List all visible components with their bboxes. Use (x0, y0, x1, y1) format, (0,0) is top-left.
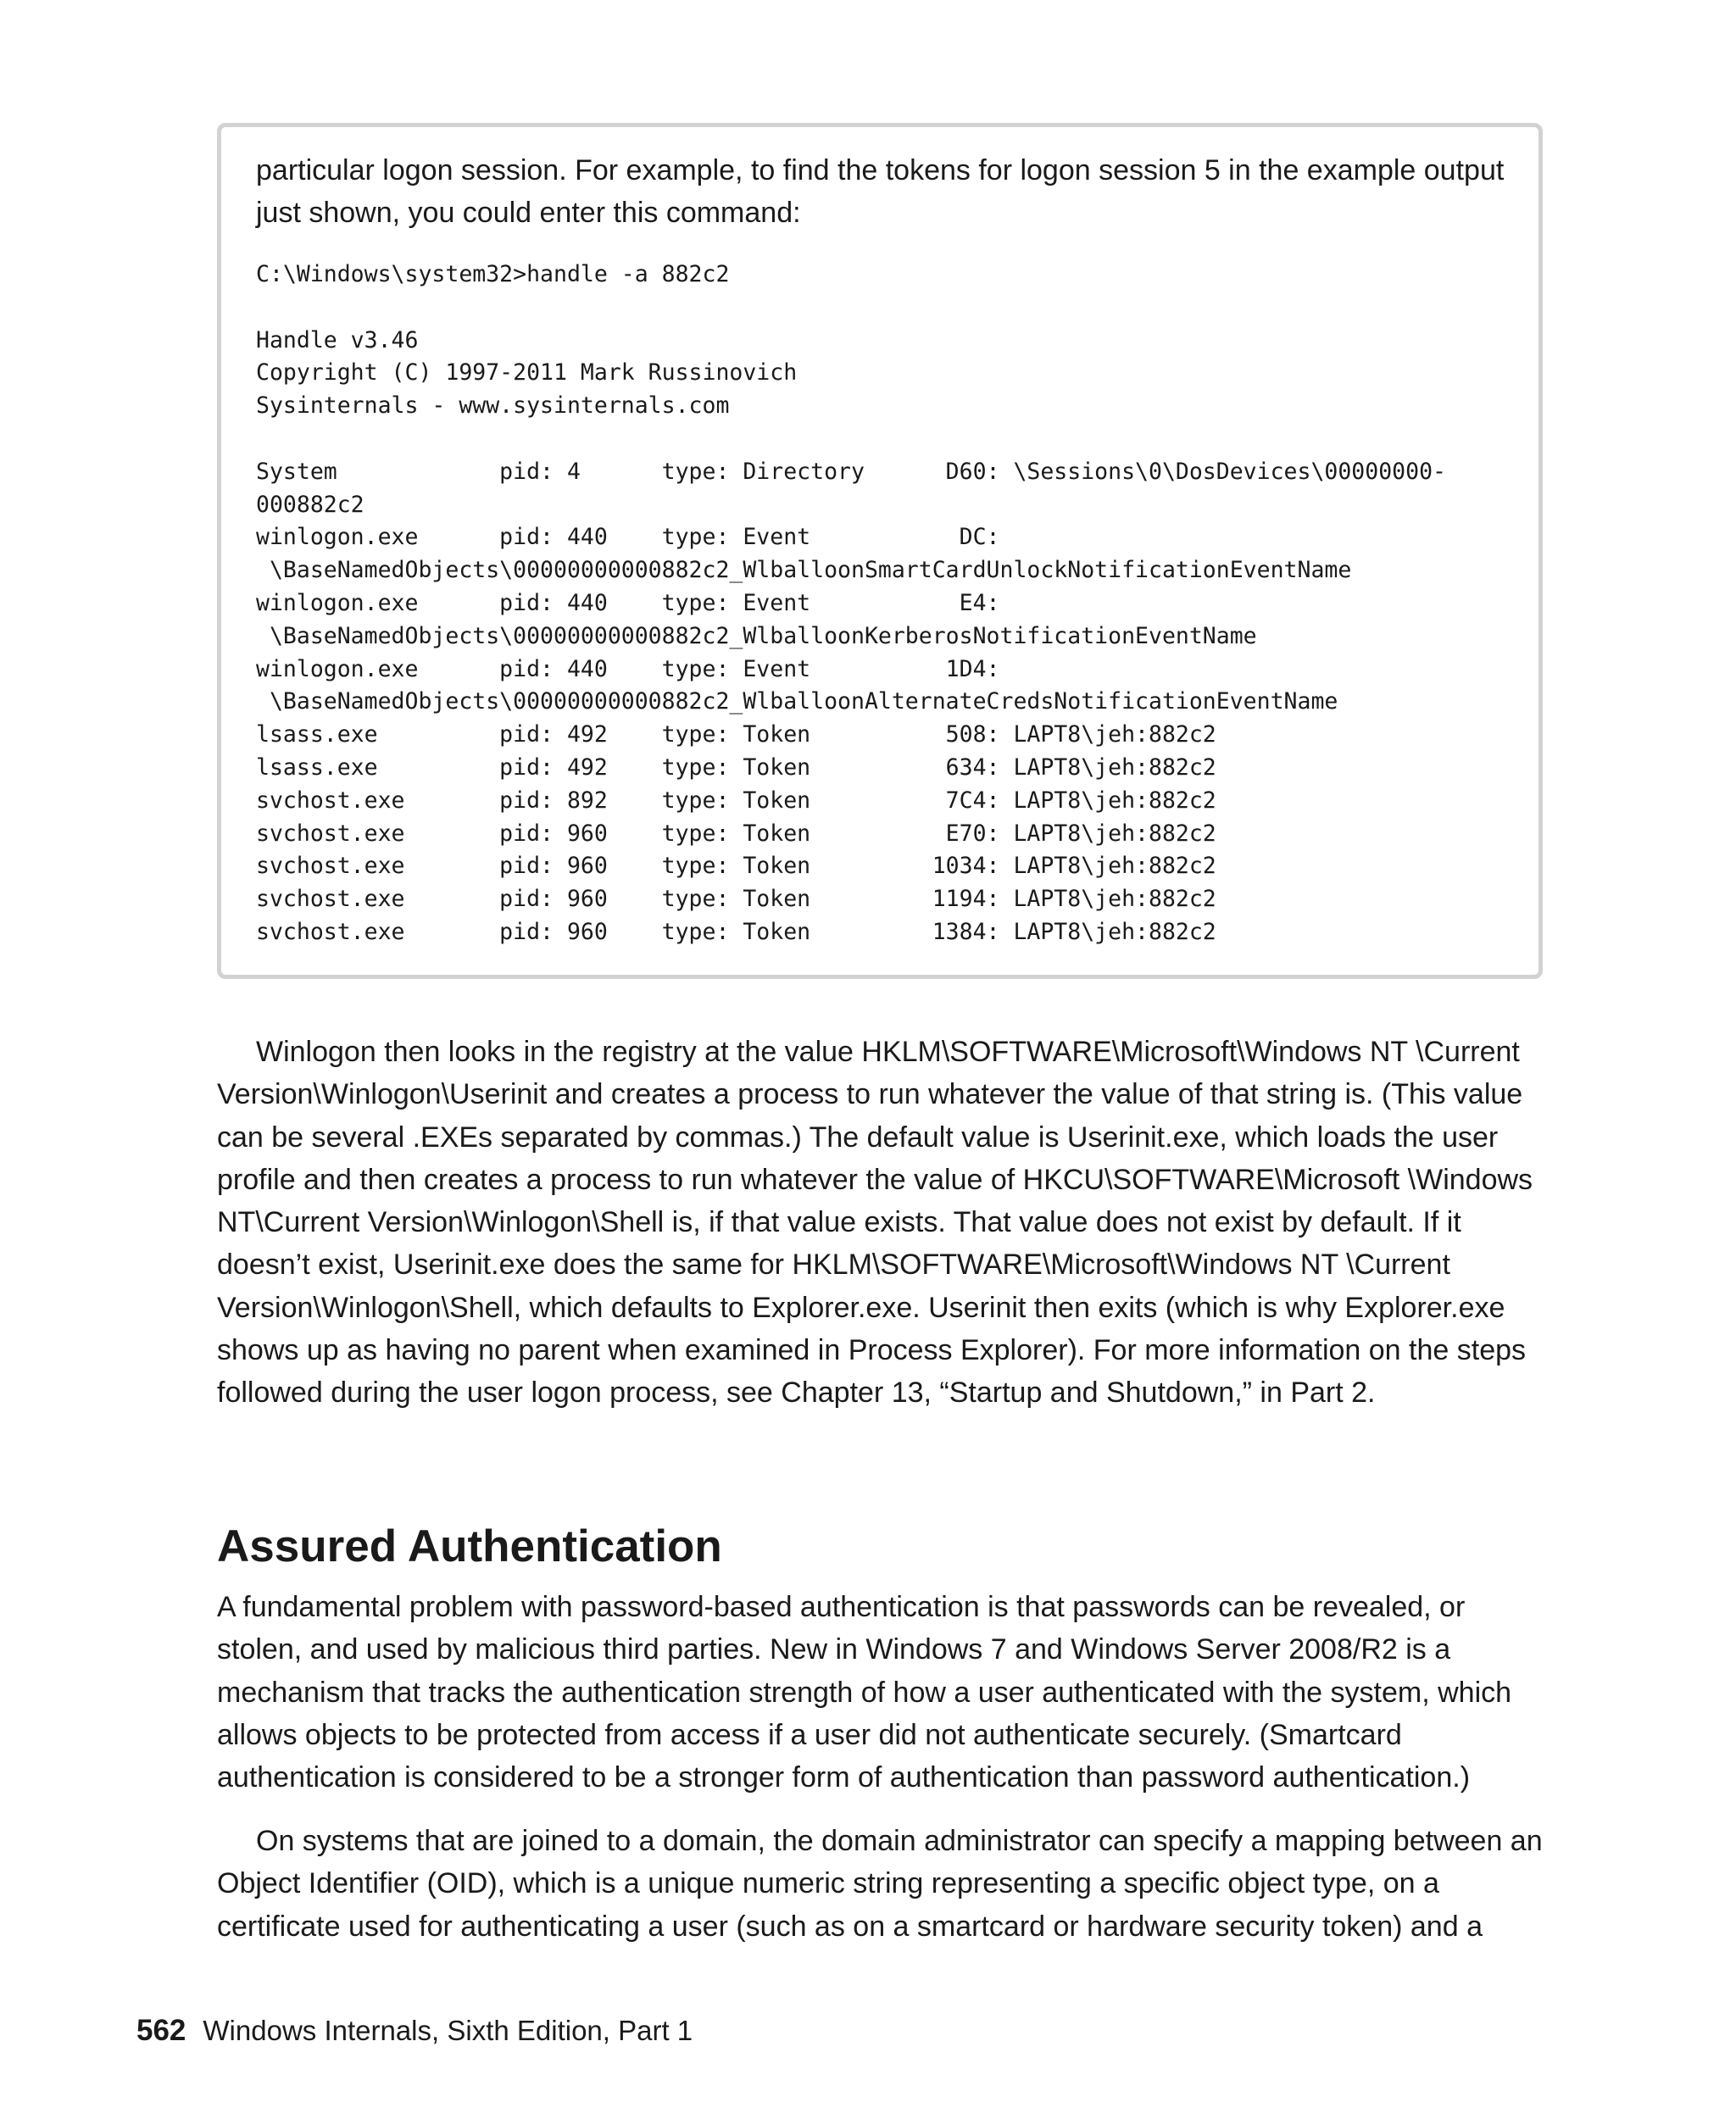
handle-command-output: C:\Windows\system32>handle -a 882c2 Handle v3.46 Copyright (C) 1997-2011 Mark Russinovich Sysinternals - www.sysinternals.com System pid: 4 type: Directory D60: \Sessions\0\DosDevices\00000000- 000882c2 winlogon.exe pid: 440 type: Event DC: \BaseNamedObjects\00000000000882c2_WlballoonSmartCardUnlockNotificationEventName winlogon.exe pid: 440 type: Event E4: \BaseNamedObjects\00000000000882c2_WlballoonKerberosNotificationEventName winlogon.exe pid: 440 type: Event 1D4: \BaseNamedObjects\00000000000882c2_WlballoonAlternateCredsNotificationEventName lsass.exe pid: 492 type: Token 508: LAPT8\jeh:882c2 lsass.exe pid: 492 type: Token 634: LAPT8\jeh:882c2 svchost.exe pid: 892 type: Token 7C4: LAPT8\jeh:882c2 svchost.exe pid: 960 type: Token E70: LAPT8\jeh:882c2 svchost.exe pid: 960 type: Token 1034: LAPT8\jeh:882c2 svchost.exe pid: 960 type: Token 1194: LAPT8\jeh:882c2 svchost.exe pid: 960 type: Token 1384: LAPT8\jeh:882c2 (256, 261, 1446, 945)
page-number: 562 (136, 2014, 186, 2047)
book-title: Windows Internals, Sixth Edition, Part 1 (203, 2015, 693, 2046)
paragraph-winlogon-userinit: Winlogon then looks in the registry at the value HKLM\SOFTWARE\Microsoft\Windows NT \Current Version\Winlogon\Userinit and creates a process to run whatever the value of that string is. (This value can be several .EXEs separated by commas.) The default value is Userinit.exe, which loads the user profile and then creates a process to run whatever the value of HKCU\SOFTWARE\Microsoft \Windows NT\Current Version\Winlogon\Shell is, if that value exists. That value does not exist by default. If it doesn’t exist, Userinit.exe does the same for HKLM\SOFTWARE\Microsoft\Windows NT \Current Version\Winlogon\Shell, which defaults to Explorer.exe. Userinit then exits (which is why Explorer.exe shows up as having no parent when examined in Process Explorer). For more information on the steps followed during the user logon process, see Chapter 13, “Startup and Shutdown,” in Part 2. (217, 1036, 1533, 1410)
sidebar-note-intro: particular logon session. For example, to find the tokens for logon session 5 in the example output just shown, you could enter this command: (256, 154, 1505, 229)
page-footer (136, 2012, 693, 2049)
paragraph-domain-oid: On systems that are joined to a domain, the domain administrator can specify a mapping between an Object Identifier (OID), which is a unique numeric string representing a specific object type, on a certificate used for authenticating a user (such as on a smartcard or hardware security token) and a (217, 1825, 1543, 1943)
paragraph-password-problem: A fundamental problem with password-based authentication is that passwords can be revealed, or stolen, and used by malicious third parties. New in Windows 7 and Windows Server 2008/R2 is a mechanism that tracks the authentication strength of how a user authenticated with the system, which allows objects to be protected from access if a user did not authenticate securely. (Smartcard authentication is considered to be a stronger form of authentication than password authentication.) (217, 1591, 1512, 1794)
section-heading: Assured Authentication (217, 1521, 722, 1571)
